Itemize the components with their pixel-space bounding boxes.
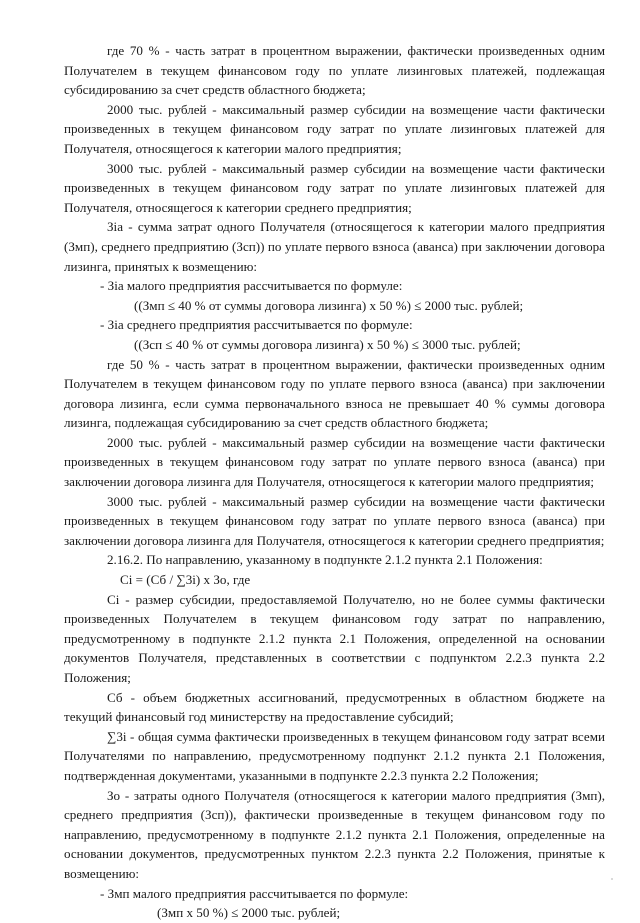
paragraph: где 70 % - часть затрат в процентном выражении, фактически произведенных одним Получателем в текущем финансовом году по уплате лизинговых платежей, подлежащая субсидированию за счет средств областного бюджета; — [64, 43, 605, 98]
paragraph: 3000 тыс. рублей - максимальный размер субсидии на возмещение части фактически произведенных в текущем финансовом году затрат по уплате первого взноса (аванса) при заключении договора лизинга для Получателя, относящегося к категории среднего предприятия; — [64, 493, 605, 548]
formula: ((Зсп ≤ 40 % от суммы договора лизинга) х 50 %) ≤ 3000 тыс. рублей; — [134, 336, 521, 352]
paragraph: Сi - размер субсидии, предоставляемой Получателю, но не более суммы фактически произведенных Получателем в текущем финансовом году затрат по направлению, предусмотренному в подпункте 2.1.2 пункта 2.1 Положения, определенной на основании документов Получателя, представленных в соответствии с подпунктом 2.2.3 пункта 2.2 Положения; — [64, 591, 605, 685]
section-heading: 2.16.2. По направлению, указанному в подпункте 2.1.2 пункта 2.1 Положения: — [107, 552, 543, 568]
document-page — [64, 41, 605, 923]
formula-caption: - Змп малого предприятия рассчитывается по формуле: — [100, 885, 409, 901]
paragraph: Сб - объем бюджетных ассигнований, предусмотренных в областном бюджете на текущий финансовый год министерству на предоставление субсидий; — [64, 689, 605, 725]
paragraph: Зia - сумма затрат одного Получателя (относящегося к категории малого предприятия (Змп), среднего предприятию (Зсп)) по уплате первого взноса (аванса) при заключении договора лизинга, принятых к возмещению: — [64, 219, 605, 274]
paragraph: где 50 % - часть затрат в процентном выражении, фактически произведенных одним Получателем в текущем финансовом году по уплате первого взноса (аванса) при заключении договора лизинга, если сумма первоначального взноса не превышает 40 % суммы договора лизинга, подлежащая субсидированию за счет средств областного бюджета; — [64, 356, 605, 431]
paragraph: 3000 тыс. рублей - максимальный размер субсидии на возмещение части фактически произведенных в текущем финансовом году затрат по уплате лизинговых платежей для Получателя, относящегося к категории среднего предприятия; — [64, 160, 605, 215]
paragraph: 2000 тыс. рублей - максимальный размер субсидии на возмещение части фактически произведенных в текущем финансовом году затрат по уплате первого взноса (аванса) при заключении договора лизинга для Получателя, относящегося к категории малого предприятия; — [64, 434, 605, 490]
paragraph: Зо - затраты одного Получателя (относящегося к категории малого предприятия (Змп), среднего предприятия (Зсп)), фактически произведенные в текущем финансовом году по направлению, предусмотренному в подпункте 2.1.2 пункта 2.1 Положения, определенные на основании документов, предусмотренных пунктом 2.2.3 пункта 2.2 Положения, принятые к возмещению: — [64, 787, 605, 881]
paragraph: ∑3i - общая сумма фактически произведенных в текущем финансовом году затрат всеми Получателями по направлению, предусмотренному подпункт 2.1.2 пункта 2.1 Положения, подтвержденная документами, указанными в подпункте 2.2.3 пункта 2.2 Положения; — [64, 728, 605, 783]
formula-caption: - Зia малого предприятия рассчитывается по формуле: — [100, 278, 403, 294]
formula: (Змп х 50 %) ≤ 2000 тыс. рублей; — [157, 905, 341, 921]
formula: ((Змп ≤ 40 % от суммы договора лизинга) х 50 %) ≤ 2000 тыс. рублей; — [134, 297, 524, 313]
paragraph: 2000 тыс. рублей - максимальный размер субсидии на возмещение части фактически произведенных в текущем финансовом году затрат по уплате лизинговых платежей для Получателя, относящегося к категории малого предприятия; — [64, 101, 605, 156]
scan-speck — [611, 878, 613, 880]
formula-caption: - Зia среднего предприятия рассчитывается по формуле: — [100, 317, 413, 333]
formula: Ci = (Сб / ∑3i) х Зо, где — [120, 572, 251, 588]
